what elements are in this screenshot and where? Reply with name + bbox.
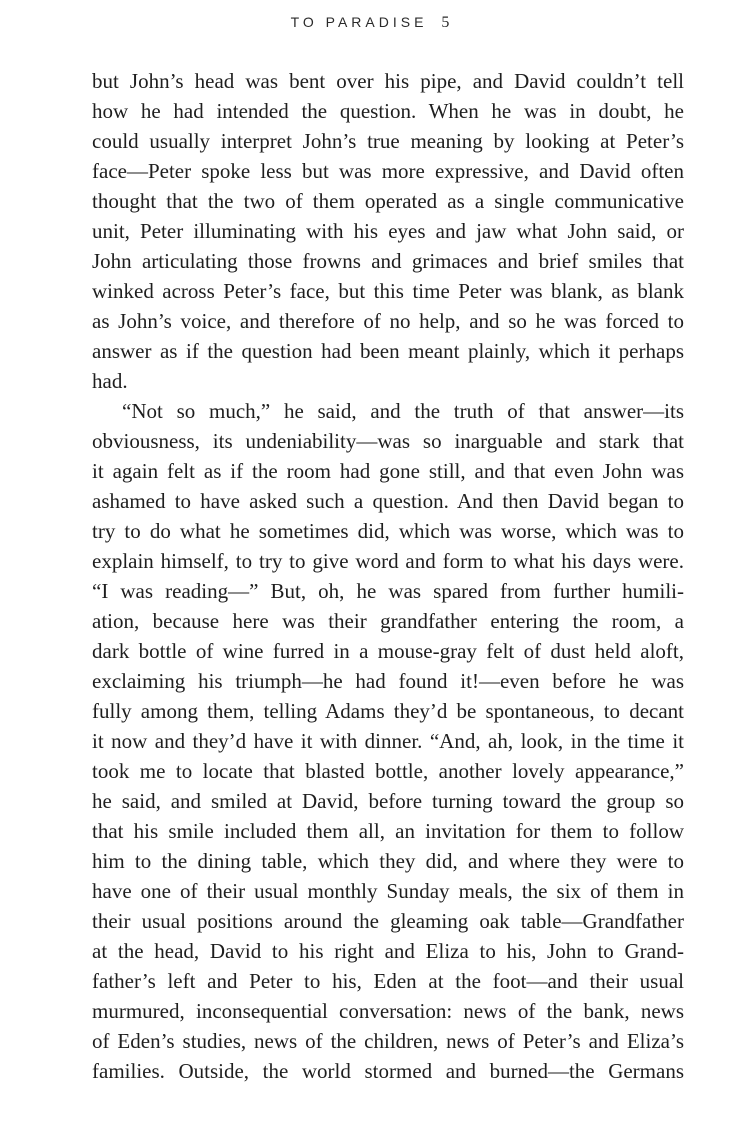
text-line: families. Outside, the world stormed and burned—the Germans bbox=[92, 1059, 684, 1083]
text-line: it again felt as if the room had gone still, and that even John was bbox=[92, 459, 684, 483]
text-line: have one of their usual monthly Sunday meals, the six of them in bbox=[92, 879, 684, 903]
text-line: murmured, inconsequential conversation: news of the bank, news bbox=[92, 999, 684, 1023]
text-line: it now and they’d have it with dinner. “And, ah, look, in the time it bbox=[92, 729, 684, 753]
text-line: exclaiming his triumph—he had found it!—even before he was bbox=[92, 669, 684, 693]
text-line: that his smile included them all, an invitation for them to follow bbox=[92, 819, 684, 843]
text-line: had. bbox=[92, 369, 128, 393]
text-line: him to the dining table, which they did, and where they were to bbox=[92, 849, 684, 873]
text-line: thought that the two of them operated as a single communicative bbox=[92, 189, 684, 213]
text-line: unit, Peter illuminating with his eyes and jaw what John said, or bbox=[92, 219, 684, 243]
text-line: winked across Peter’s face, but this time Peter was blank, as blank bbox=[92, 279, 684, 303]
text-line: fully among them, telling Adams they’d be spontaneous, to decant bbox=[92, 699, 684, 723]
body-text bbox=[92, 66, 684, 1086]
text-line: at the head, David to his right and Eliza to his, John to Grand- bbox=[92, 939, 684, 963]
text-line: answer as if the question had been meant plainly, which it perhaps bbox=[92, 339, 684, 363]
text-line: try to do what he sometimes did, which was worse, which was to bbox=[92, 519, 684, 543]
text-line: he said, and smiled at David, before turning toward the group so bbox=[92, 789, 684, 813]
text-line: as John’s voice, and therefore of no help, and so he was forced to bbox=[92, 309, 684, 333]
text-line: could usually interpret John’s true meaning by looking at Peter’s bbox=[92, 129, 684, 153]
text-line: obviousness, its undeniability—was so inarguable and stark that bbox=[92, 429, 684, 453]
text-line: but John’s head was bent over his pipe, and David couldn’t tell bbox=[92, 69, 684, 93]
text-line: explain himself, to try to give word and form to what his days were. bbox=[92, 549, 684, 573]
text-line: ation, because here was their grandfather entering the room, a bbox=[92, 609, 684, 633]
text-line: how he had intended the question. When he was in doubt, he bbox=[92, 99, 684, 123]
page-number: 5 bbox=[441, 14, 450, 31]
text-line: their usual positions around the gleaming oak table—Grandfather bbox=[92, 909, 684, 933]
running-title: TO PARADISE bbox=[290, 14, 428, 30]
text-line: John articulating those frowns and grimaces and brief smiles that bbox=[92, 249, 684, 273]
text-line: face—Peter spoke less but was more expressive, and David often bbox=[92, 159, 684, 183]
text-line: of Eden’s studies, news of the children, news of Peter’s and Eliza’s bbox=[92, 1029, 684, 1053]
text-line: ashamed to have asked such a question. And then David began to bbox=[92, 489, 684, 513]
text-line: took me to locate that blasted bottle, another lovely appearance,” bbox=[92, 759, 684, 783]
text-line: “I was reading—” But, oh, he was spared from further humili- bbox=[92, 579, 684, 603]
text-line: dark bottle of wine furred in a mouse-gray felt of dust held aloft, bbox=[92, 639, 684, 663]
running-head bbox=[0, 14, 740, 32]
paragraph-2 bbox=[92, 396, 684, 1086]
text-line: father’s left and Peter to his, Eden at the foot—and their usual bbox=[92, 969, 684, 993]
paragraph-1 bbox=[92, 66, 684, 396]
text-line: “Not so much,” he said, and the truth of that answer—its bbox=[122, 399, 684, 423]
